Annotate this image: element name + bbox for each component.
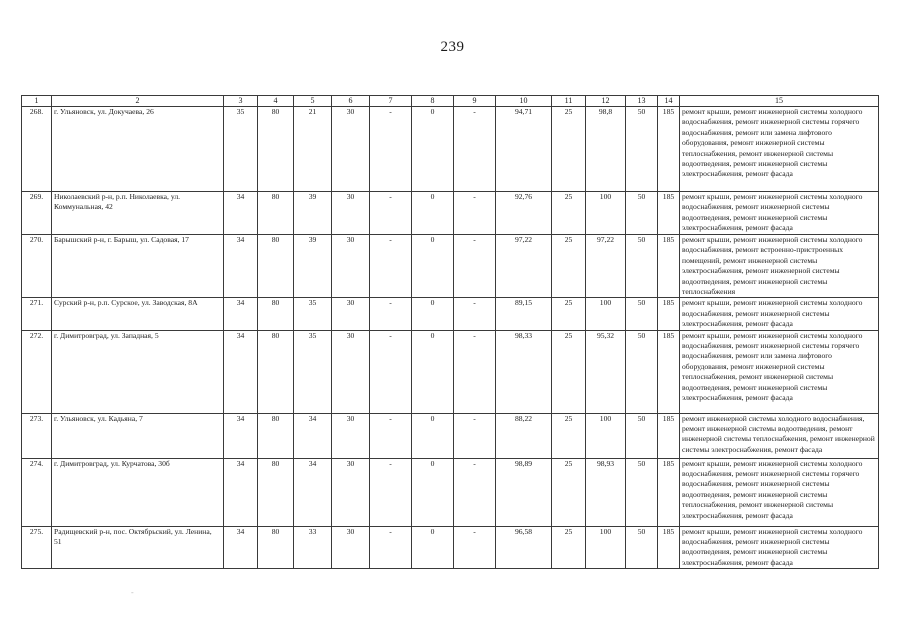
col-4: 80 [258,298,294,330]
col-13: 50 [626,458,658,526]
address: г. Димитровград, ул. Западная, 5 [52,330,224,413]
col-10: 98,33 [496,330,552,413]
col-9: - [454,107,496,192]
col-5: 21 [294,107,332,192]
col-8: 0 [412,298,454,330]
col-12: 100 [586,298,626,330]
col-5: 34 [294,413,332,458]
col-3: 34 [224,458,258,526]
address: г. Ульяновск, ул. Докучаева, 26 [52,107,224,192]
col-7: - [370,330,412,413]
col-10: 96,58 [496,526,552,569]
col-14: 185 [658,107,680,192]
col-10: 98,89 [496,458,552,526]
works-list: ремонт крыши, ремонт инженерной системы холодного водоснабжения, ремонт встроенно-пристроенных помещений, ремонт инженерной системы электроснабжения, ремонт инженерной системы водоотведения, ремонт инженерной системы теплоснабжения [680,235,879,298]
col-11: 25 [552,107,586,192]
column-number: 3 [224,96,258,107]
col-3: 34 [224,192,258,235]
col-8: 0 [412,192,454,235]
col-9: - [454,526,496,569]
col-12: 97,22 [586,235,626,298]
column-number: 15 [680,96,879,107]
col-5: 39 [294,235,332,298]
table-row [22,526,879,569]
works-list: ремонт инженерной системы холодного водоснабжения, ремонт инженерной системы водоотведения, ремонт инженерной системы теплоснабжения, ремонт инженерной системы электроснабжения, ремонт фасада [680,413,879,458]
col-8: 0 [412,330,454,413]
column-number: 6 [332,96,370,107]
works-list: ремонт крыши, ремонт инженерной системы холодного водоснабжения, ремонт инженерной системы водоотведения, ремонт инженерной системы электроснабжения, ремонт фасада [680,192,879,235]
col-6: 30 [332,235,370,298]
works-list: ремонт крыши, ремонт инженерной системы холодного водоснабжения, ремонт инженерной системы горячего водоснабжения, ремонт или замена лифтового оборудования, ремонт инженерной системы теплоснабжения, ремонт инженерной системы водоотведения, ремонт инженерной системы электроснабжения, ремонт фасада [680,107,879,192]
col-4: 80 [258,192,294,235]
col-3: 35 [224,107,258,192]
col-6: 30 [332,192,370,235]
col-7: - [370,107,412,192]
table-row [22,235,879,298]
col-12: 98,93 [586,458,626,526]
col-9: - [454,298,496,330]
col-10: 89,15 [496,298,552,330]
column-number-row [22,96,879,107]
col-5: 35 [294,298,332,330]
col-8: 0 [412,235,454,298]
col-9: - [454,192,496,235]
col-12: 95,32 [586,330,626,413]
column-number: 8 [412,96,454,107]
table-row [22,458,879,526]
col-10: 88,22 [496,413,552,458]
col-14: 185 [658,413,680,458]
col-14: 185 [658,192,680,235]
col-13: 50 [626,330,658,413]
col-12: 100 [586,526,626,569]
col-6: 30 [332,330,370,413]
row-number: 275. [22,526,52,569]
col-11: 25 [552,526,586,569]
works-list: ремонт крыши, ремонт инженерной системы холодного водоснабжения, ремонт инженерной системы водоотведения, ремонт инженерной системы электроснабжения, ремонт фасада [680,526,879,569]
address: Радищевский р-н, пос. Октябрьский, ул. Ленина, 51 [52,526,224,569]
column-number: 4 [258,96,294,107]
col-7: - [370,192,412,235]
column-number: 11 [552,96,586,107]
col-6: 30 [332,526,370,569]
col-11: 25 [552,235,586,298]
column-number: 12 [586,96,626,107]
col-6: 30 [332,458,370,526]
col-9: - [454,330,496,413]
col-5: 39 [294,192,332,235]
col-7: - [370,458,412,526]
col-8: 0 [412,413,454,458]
column-number: 2 [52,96,224,107]
col-14: 185 [658,458,680,526]
col-7: - [370,526,412,569]
col-13: 50 [626,298,658,330]
address: г. Димитровград, ул. Курчатова, 30б [52,458,224,526]
column-number: 13 [626,96,658,107]
address: Сурский р-н, р.п. Сурское, ул. Заводская, 8А [52,298,224,330]
col-9: - [454,235,496,298]
col-7: - [370,413,412,458]
col-13: 50 [626,526,658,569]
col-8: 0 [412,458,454,526]
col-8: 0 [412,526,454,569]
col-14: 185 [658,235,680,298]
col-5: 33 [294,526,332,569]
address: Николаевский р-н, р.п. Николаевка, ул. Коммунальная, 42 [52,192,224,235]
row-number: 272. [22,330,52,413]
column-number: 9 [454,96,496,107]
col-14: 185 [658,526,680,569]
col-8: 0 [412,107,454,192]
col-4: 80 [258,413,294,458]
page-number: 239 [440,39,465,55]
col-3: 34 [224,413,258,458]
col-11: 25 [552,298,586,330]
col-9: - [454,413,496,458]
col-7: - [370,235,412,298]
col-4: 80 [258,235,294,298]
col-3: 34 [224,235,258,298]
works-list: ремонт крыши, ремонт инженерной системы холодного водоснабжения, ремонт инженерной системы электроснабжения, ремонт фасада [680,298,879,330]
col-10: 94,71 [496,107,552,192]
scan-mark: - [131,588,134,597]
col-12: 98,8 [586,107,626,192]
address: г. Ульяновск, ул. Кадьяна, 7 [52,413,224,458]
column-number: 10 [496,96,552,107]
table-row [22,107,879,192]
col-6: 30 [332,298,370,330]
works-list: ремонт крыши, ремонт инженерной системы холодного водоснабжения, ремонт инженерной системы горячего водоснабжения, ремонт или замена лифтового оборудования, ремонт инженерной системы теплоснабжения, ремонт инженерной системы водоотведения, ремонт инженерной системы электроснабжения, ремонт фасада [680,330,879,413]
table-row [22,330,879,413]
row-number: 268. [22,107,52,192]
col-12: 100 [586,413,626,458]
col-14: 185 [658,298,680,330]
column-number: 7 [370,96,412,107]
col-13: 50 [626,107,658,192]
col-4: 80 [258,526,294,569]
col-4: 80 [258,330,294,413]
col-13: 50 [626,192,658,235]
col-14: 185 [658,330,680,413]
col-12: 100 [586,192,626,235]
col-11: 25 [552,330,586,413]
column-number: 1 [22,96,52,107]
col-3: 34 [224,526,258,569]
row-number: 273. [22,413,52,458]
col-11: 25 [552,192,586,235]
row-number: 271. [22,298,52,330]
col-5: 34 [294,458,332,526]
register-table [21,95,879,569]
column-number: 14 [658,96,680,107]
table-row [22,298,879,330]
table-body [22,96,879,569]
col-5: 35 [294,330,332,413]
col-11: 25 [552,458,586,526]
col-6: 30 [332,413,370,458]
row-number: 270. [22,235,52,298]
table-row [22,413,879,458]
works-list: ремонт крыши, ремонт инженерной системы холодного водоснабжения, ремонт инженерной системы горячего водоснабжения, ремонт инженерной системы водоотведения, ремонт инженерной системы теплоснабжения, ремонт инженерной системы электроснабжения, ремонт фасада [680,458,879,526]
col-11: 25 [552,413,586,458]
row-number: 269. [22,192,52,235]
col-3: 34 [224,298,258,330]
col-10: 97,22 [496,235,552,298]
col-6: 30 [332,107,370,192]
table-row [22,192,879,235]
row-number: 274. [22,458,52,526]
col-13: 50 [626,413,658,458]
col-7: - [370,298,412,330]
address: Барышский р-н, г. Барыш, ул. Садовая, 17 [52,235,224,298]
col-3: 34 [224,330,258,413]
col-10: 92,76 [496,192,552,235]
col-9: - [454,458,496,526]
column-number: 5 [294,96,332,107]
col-4: 80 [258,458,294,526]
col-4: 80 [258,107,294,192]
col-13: 50 [626,235,658,298]
